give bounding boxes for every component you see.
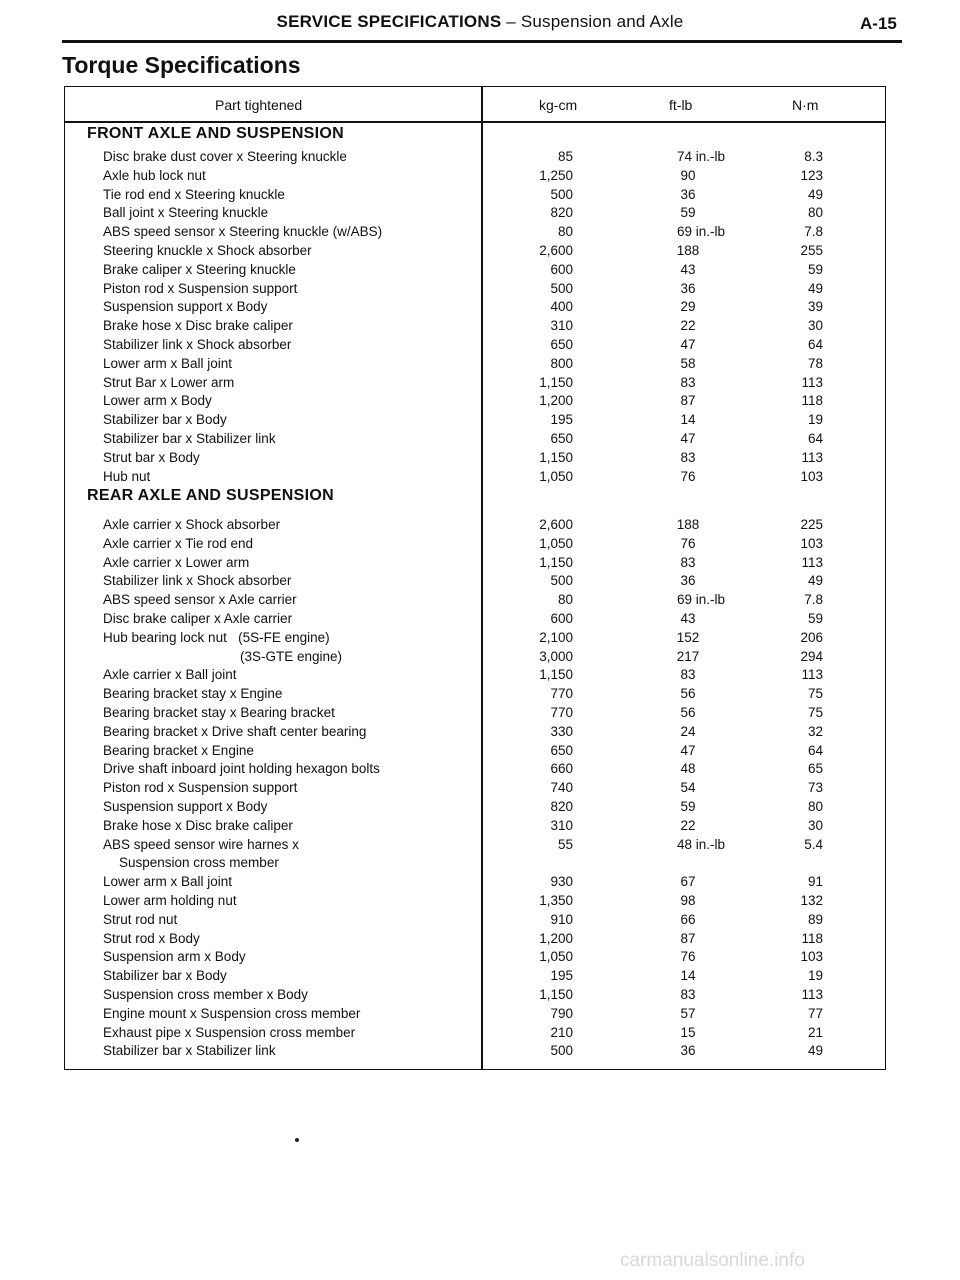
nm-cell: 113 <box>801 449 823 465</box>
table-row <box>65 203 887 222</box>
nm-cell: 118 <box>801 930 823 946</box>
header-title <box>0 12 960 32</box>
header-title-bold: SERVICE SPECIFICATIONS <box>276 12 502 31</box>
part-tightened-cell: Stabilizer bar x Stabilizer link <box>103 1043 276 1059</box>
kgcm-cell: 740 <box>550 780 573 796</box>
table-row <box>65 947 887 966</box>
kgcm-cell: 400 <box>550 299 573 315</box>
nm-cell: 59 <box>807 261 823 277</box>
table-row <box>65 429 887 448</box>
nm-cell: 77 <box>807 1005 823 1021</box>
kgcm-cell: 820 <box>550 205 573 221</box>
ftlb-cell: 59 <box>680 799 696 814</box>
table-row <box>65 628 887 647</box>
ftlb-cell: 56 <box>680 705 696 720</box>
ftlb-cell: 83 <box>680 554 696 570</box>
kgcm-cell: 650 <box>550 742 573 758</box>
nm-cell: 113 <box>801 374 823 390</box>
table-row <box>65 647 887 666</box>
kgcm-cell: 1,050 <box>539 468 573 484</box>
part-tightened-cell: Piston rod x Suspension support <box>103 280 298 296</box>
nm-cell: 64 <box>807 337 823 352</box>
nm-cell: 80 <box>807 205 823 221</box>
header-rule <box>62 40 902 43</box>
ftlb-cell: 98 <box>680 893 696 908</box>
group-title: REAR AXLE AND SUSPENSION <box>87 487 334 504</box>
column-header-kgcm: kg-cm <box>539 97 578 113</box>
table-row <box>65 354 887 373</box>
nm-cell: 103 <box>800 468 823 484</box>
ftlb-cell: 67 <box>680 874 696 890</box>
table-row <box>65 467 887 486</box>
kgcm-cell: 770 <box>550 705 573 720</box>
ftlb-cell: 58 <box>680 355 696 371</box>
part-tightened-cell: Steering knuckle x Shock absorber <box>103 243 312 258</box>
kgcm-cell: 195 <box>550 968 573 984</box>
nm-cell: 7.8 <box>804 592 823 608</box>
kgcm-cell: 195 <box>550 412 573 428</box>
kgcm-cell: 310 <box>550 318 573 334</box>
nm-cell: 294 <box>800 648 823 664</box>
part-tightened-cell: (3S-GTE engine) <box>240 648 343 664</box>
nm-cell: 49 <box>807 1043 823 1059</box>
nm-cell: 30 <box>807 318 823 334</box>
table-row <box>65 147 887 166</box>
nm-cell: 64 <box>807 431 823 446</box>
table-row <box>65 1023 887 1042</box>
ftlb-cell: 47 <box>680 431 696 446</box>
ftlb-cell: 54 <box>680 780 696 796</box>
part-tightened-cell: Lower arm holding nut <box>103 893 237 908</box>
ftlb-cell: 43 <box>680 611 696 626</box>
kgcm-cell: 1,050 <box>539 535 573 551</box>
table-row <box>65 1041 887 1060</box>
part-tightened-cell: Lower arm x Body <box>103 393 212 409</box>
table-row <box>65 759 887 778</box>
nm-cell: 103 <box>800 949 823 965</box>
nm-cell: 64 <box>807 742 823 758</box>
table-row <box>65 260 887 279</box>
nm-cell: 39 <box>807 299 823 315</box>
part-tightened-cell: Brake hose x Disc brake caliper <box>103 318 293 334</box>
kgcm-cell: 660 <box>550 761 573 777</box>
watermark: carmanualsonline.info <box>620 1250 805 1271</box>
ftlb-cell: 43 <box>680 261 696 277</box>
part-tightened-cell: Suspension cross member <box>119 855 279 871</box>
ftlb-cell: 15 <box>680 1024 696 1040</box>
table-row <box>65 222 887 241</box>
ftlb-cell: 87 <box>680 393 696 409</box>
nm-cell: 49 <box>807 280 823 296</box>
part-tightened-cell: Suspension cross member x Body <box>103 987 308 1002</box>
header-title-rest: – Suspension and Axle <box>501 12 684 31</box>
page-number: A-15 <box>860 14 897 33</box>
kgcm-cell: 820 <box>550 799 573 814</box>
nm-cell: 113 <box>801 554 823 570</box>
ftlb-cell: 76 <box>680 535 696 551</box>
kgcm-cell: 600 <box>550 611 573 626</box>
kgcm-cell: 80 <box>557 592 573 608</box>
ftlb-cell: 83 <box>680 987 696 1002</box>
torque-spec-table <box>64 86 886 1070</box>
table-row <box>65 891 887 910</box>
kgcm-cell: 3,000 <box>539 648 573 664</box>
part-tightened-cell: Suspension arm x Body <box>103 949 246 965</box>
part-tightened-cell: Stabilizer bar x Body <box>103 968 227 984</box>
ftlb-cell: 48 in.-lb <box>677 836 726 852</box>
table-row <box>65 985 887 1004</box>
table-row <box>65 703 887 722</box>
nm-cell: 113 <box>801 987 823 1002</box>
kgcm-cell: 790 <box>550 1005 573 1021</box>
nm-cell: 49 <box>807 573 823 589</box>
part-tightened-cell: Drive shaft inboard joint holding hexagon bolts <box>103 761 380 777</box>
nm-cell: 89 <box>807 911 823 927</box>
table-row <box>65 241 887 260</box>
ftlb-cell: 66 <box>680 911 696 927</box>
ftlb-cell: 22 <box>680 318 696 334</box>
table-row <box>65 797 887 816</box>
ftlb-cell: 83 <box>680 449 696 465</box>
kgcm-cell: 85 <box>557 149 573 164</box>
table-row <box>65 966 887 985</box>
nm-cell: 30 <box>807 817 823 833</box>
nm-cell: 225 <box>800 517 823 532</box>
kgcm-cell: 770 <box>550 686 573 702</box>
part-tightened-cell: Bearing bracket stay x Engine <box>103 686 283 702</box>
nm-cell: 206 <box>800 629 823 645</box>
part-tightened-cell: Axle hub lock nut <box>103 167 206 183</box>
part-tightened-cell: Strut bar x Body <box>103 449 200 465</box>
part-tightened-cell: Axle carrier x Ball joint <box>103 667 237 683</box>
table-row <box>65 741 887 760</box>
kgcm-cell: 2,600 <box>539 243 573 258</box>
kgcm-cell: 1,150 <box>539 987 573 1002</box>
table-row <box>65 609 887 628</box>
part-tightened-cell: Disc brake dust cover x Steering knuckle <box>103 149 347 164</box>
table-row <box>65 778 887 797</box>
part-tightened-cell: Axle carrier x Lower arm <box>103 554 250 570</box>
ftlb-cell: 76 <box>680 468 696 484</box>
kgcm-cell: 1,150 <box>539 374 573 390</box>
nm-cell: 78 <box>807 355 823 371</box>
part-tightened-cell: ABS speed sensor x Steering knuckle (w/ABS) <box>103 224 383 240</box>
kgcm-cell: 500 <box>550 280 573 296</box>
ftlb-cell: 57 <box>680 1005 696 1021</box>
table-row <box>65 722 887 741</box>
nm-cell: 103 <box>800 535 823 551</box>
part-tightened-cell: Suspension support x Body <box>103 799 268 814</box>
part-tightened-cell: Stabilizer bar x Stabilizer link <box>103 431 276 446</box>
page-header <box>0 0 960 44</box>
ftlb-cell: 152 <box>676 629 700 645</box>
ftlb-cell: 36 <box>680 1043 696 1059</box>
nm-cell: 118 <box>801 393 823 409</box>
nm-cell: 255 <box>800 243 823 258</box>
part-tightened-cell: Stabilizer link x Shock absorber <box>103 337 292 352</box>
part-tightened-cell: Axle carrier x Shock absorber <box>103 517 281 532</box>
nm-cell: 5.4 <box>804 836 823 852</box>
table-row <box>65 553 887 572</box>
kgcm-cell: 650 <box>550 337 573 352</box>
part-tightened-cell: Hub nut <box>103 468 151 484</box>
part-tightened-cell: ABS speed sensor wire harnes x <box>103 836 299 852</box>
part-tightened-cell: Strut rod nut <box>103 911 178 927</box>
ftlb-cell: 14 <box>680 968 696 984</box>
part-tightened-cell: Lower arm x Ball joint <box>103 355 233 371</box>
kgcm-cell: 310 <box>550 817 573 833</box>
nm-cell: 75 <box>807 686 823 702</box>
table-row <box>65 534 887 553</box>
table-row <box>65 571 887 590</box>
column-header-part: Part tightened <box>215 97 303 113</box>
ftlb-cell: 76 <box>680 949 696 965</box>
nm-cell: 7.8 <box>804 224 823 240</box>
ftlb-cell: 29 <box>680 299 696 315</box>
part-tightened-cell: ABS speed sensor x Axle carrier <box>103 592 297 608</box>
nm-cell: 123 <box>800 167 823 183</box>
table-row <box>65 910 887 929</box>
ftlb-cell: 56 <box>680 686 696 702</box>
table-row <box>65 929 887 948</box>
part-tightened-cell: Strut rod x Body <box>103 930 200 946</box>
table-row <box>65 590 887 609</box>
part-tightened-cell: Bearing bracket stay x Bearing bracket <box>103 705 335 720</box>
nm-cell: 73 <box>807 780 823 796</box>
ftlb-cell: 74 in.-lb <box>677 149 726 164</box>
stray-dot <box>295 1138 299 1142</box>
nm-cell: 65 <box>807 761 823 777</box>
ftlb-cell: 69 in.-lb <box>677 592 726 608</box>
part-tightened-cell: Stabilizer bar x Body <box>103 412 227 428</box>
table-row <box>65 515 887 534</box>
nm-cell: 132 <box>800 893 823 908</box>
column-header-ftlb: ft-lb <box>669 97 693 113</box>
table-row <box>65 279 887 298</box>
column-header-nm: N·m <box>792 97 819 113</box>
part-tightened-cell: Hub bearing lock nut (5S-FE engine) <box>103 629 330 645</box>
table-row <box>65 684 887 703</box>
kgcm-cell: 1,150 <box>539 554 573 570</box>
table-row <box>65 872 887 891</box>
kgcm-cell: 1,200 <box>539 393 573 409</box>
nm-cell: 75 <box>807 705 823 720</box>
table-row <box>65 316 887 335</box>
part-tightened-cell: Engine mount x Suspension cross member <box>103 1005 361 1021</box>
part-tightened-cell: Suspension support x Body <box>103 299 268 315</box>
kgcm-cell: 330 <box>550 723 573 739</box>
part-tightened-cell: Disc brake caliper x Axle carrier <box>103 611 293 626</box>
part-tightened-cell: Stabilizer link x Shock absorber <box>103 573 292 589</box>
kgcm-cell: 2,600 <box>539 517 573 532</box>
ftlb-cell: 36 <box>680 186 696 202</box>
nm-cell: 49 <box>807 186 823 202</box>
kgcm-cell: 210 <box>550 1024 573 1040</box>
nm-cell: 80 <box>807 799 823 814</box>
table-row <box>65 391 887 410</box>
ftlb-cell: 83 <box>680 374 696 390</box>
nm-cell: 32 <box>807 723 823 739</box>
nm-cell: 8.3 <box>804 149 823 164</box>
kgcm-cell: 1,200 <box>539 930 573 946</box>
kgcm-cell: 600 <box>550 261 573 277</box>
ftlb-cell: 14 <box>680 412 696 428</box>
table-row <box>65 853 887 872</box>
group-title: FRONT AXLE AND SUSPENSION <box>87 125 344 142</box>
ftlb-cell: 217 <box>676 648 700 664</box>
ftlb-cell: 24 <box>680 723 696 739</box>
kgcm-cell: 500 <box>550 186 573 202</box>
ftlb-cell: 188 <box>676 517 700 532</box>
ftlb-cell: 87 <box>680 930 696 946</box>
kgcm-cell: 80 <box>557 224 573 240</box>
table-row <box>65 166 887 185</box>
table-row <box>65 373 887 392</box>
kgcm-cell: 500 <box>550 1043 573 1059</box>
kgcm-cell: 1,050 <box>539 949 573 965</box>
ftlb-cell: 188 <box>676 243 700 258</box>
table-row <box>65 335 887 354</box>
kgcm-cell: 500 <box>550 573 573 589</box>
ftlb-cell: 36 <box>680 280 696 296</box>
kgcm-cell: 650 <box>550 431 573 446</box>
table-row <box>65 1004 887 1023</box>
part-tightened-cell: Piston rod x Suspension support <box>103 780 298 796</box>
ftlb-cell: 48 <box>680 761 696 777</box>
part-tightened-cell: Strut Bar x Lower arm <box>103 374 235 390</box>
table-header-rule <box>65 121 885 123</box>
kgcm-cell: 800 <box>550 355 573 371</box>
part-tightened-cell: Tie rod end x Steering knuckle <box>103 186 285 202</box>
ftlb-cell: 22 <box>680 817 696 833</box>
nm-cell: 21 <box>807 1024 823 1040</box>
kgcm-cell: 1,150 <box>539 667 573 683</box>
table-row <box>65 185 887 204</box>
kgcm-cell: 930 <box>550 874 573 890</box>
table-row <box>65 665 887 684</box>
nm-cell: 59 <box>807 611 823 626</box>
ftlb-cell: 90 <box>680 167 696 183</box>
ftlb-cell: 69 in.-lb <box>677 224 726 240</box>
part-tightened-cell: Brake hose x Disc brake caliper <box>103 817 293 833</box>
part-tightened-cell: Lower arm x Ball joint <box>103 874 233 890</box>
table-row <box>65 835 887 854</box>
kgcm-cell: 1,250 <box>539 167 573 183</box>
part-tightened-cell: Ball joint x Steering knuckle <box>103 205 269 221</box>
part-tightened-cell: Bearing bracket x Drive shaft center bearing <box>103 723 367 739</box>
part-tightened-cell: Brake caliper x Steering knuckle <box>103 261 296 277</box>
ftlb-cell: 59 <box>680 205 696 221</box>
ftlb-cell: 47 <box>680 742 696 758</box>
kgcm-cell: 2,100 <box>539 629 573 645</box>
kgcm-cell: 910 <box>550 911 573 927</box>
table-row <box>65 816 887 835</box>
ftlb-cell: 36 <box>680 573 696 589</box>
part-tightened-cell: Axle carrier x Tie rod end <box>103 535 254 551</box>
nm-cell: 19 <box>807 412 823 428</box>
kgcm-cell: 55 <box>557 836 573 852</box>
nm-cell: 19 <box>807 968 823 984</box>
kgcm-cell: 1,150 <box>539 449 573 465</box>
table-row <box>65 297 887 316</box>
kgcm-cell: 1,350 <box>539 893 573 908</box>
ftlb-cell: 83 <box>680 667 696 683</box>
ftlb-cell: 47 <box>680 337 696 352</box>
section-title: Torque Specifications <box>62 52 301 78</box>
table-row <box>65 410 887 429</box>
nm-cell: 113 <box>801 667 823 683</box>
nm-cell: 91 <box>807 874 823 890</box>
part-tightened-cell: Bearing bracket x Engine <box>103 742 254 758</box>
part-tightened-cell: Exhaust pipe x Suspension cross member <box>103 1024 356 1040</box>
table-row <box>65 448 887 467</box>
